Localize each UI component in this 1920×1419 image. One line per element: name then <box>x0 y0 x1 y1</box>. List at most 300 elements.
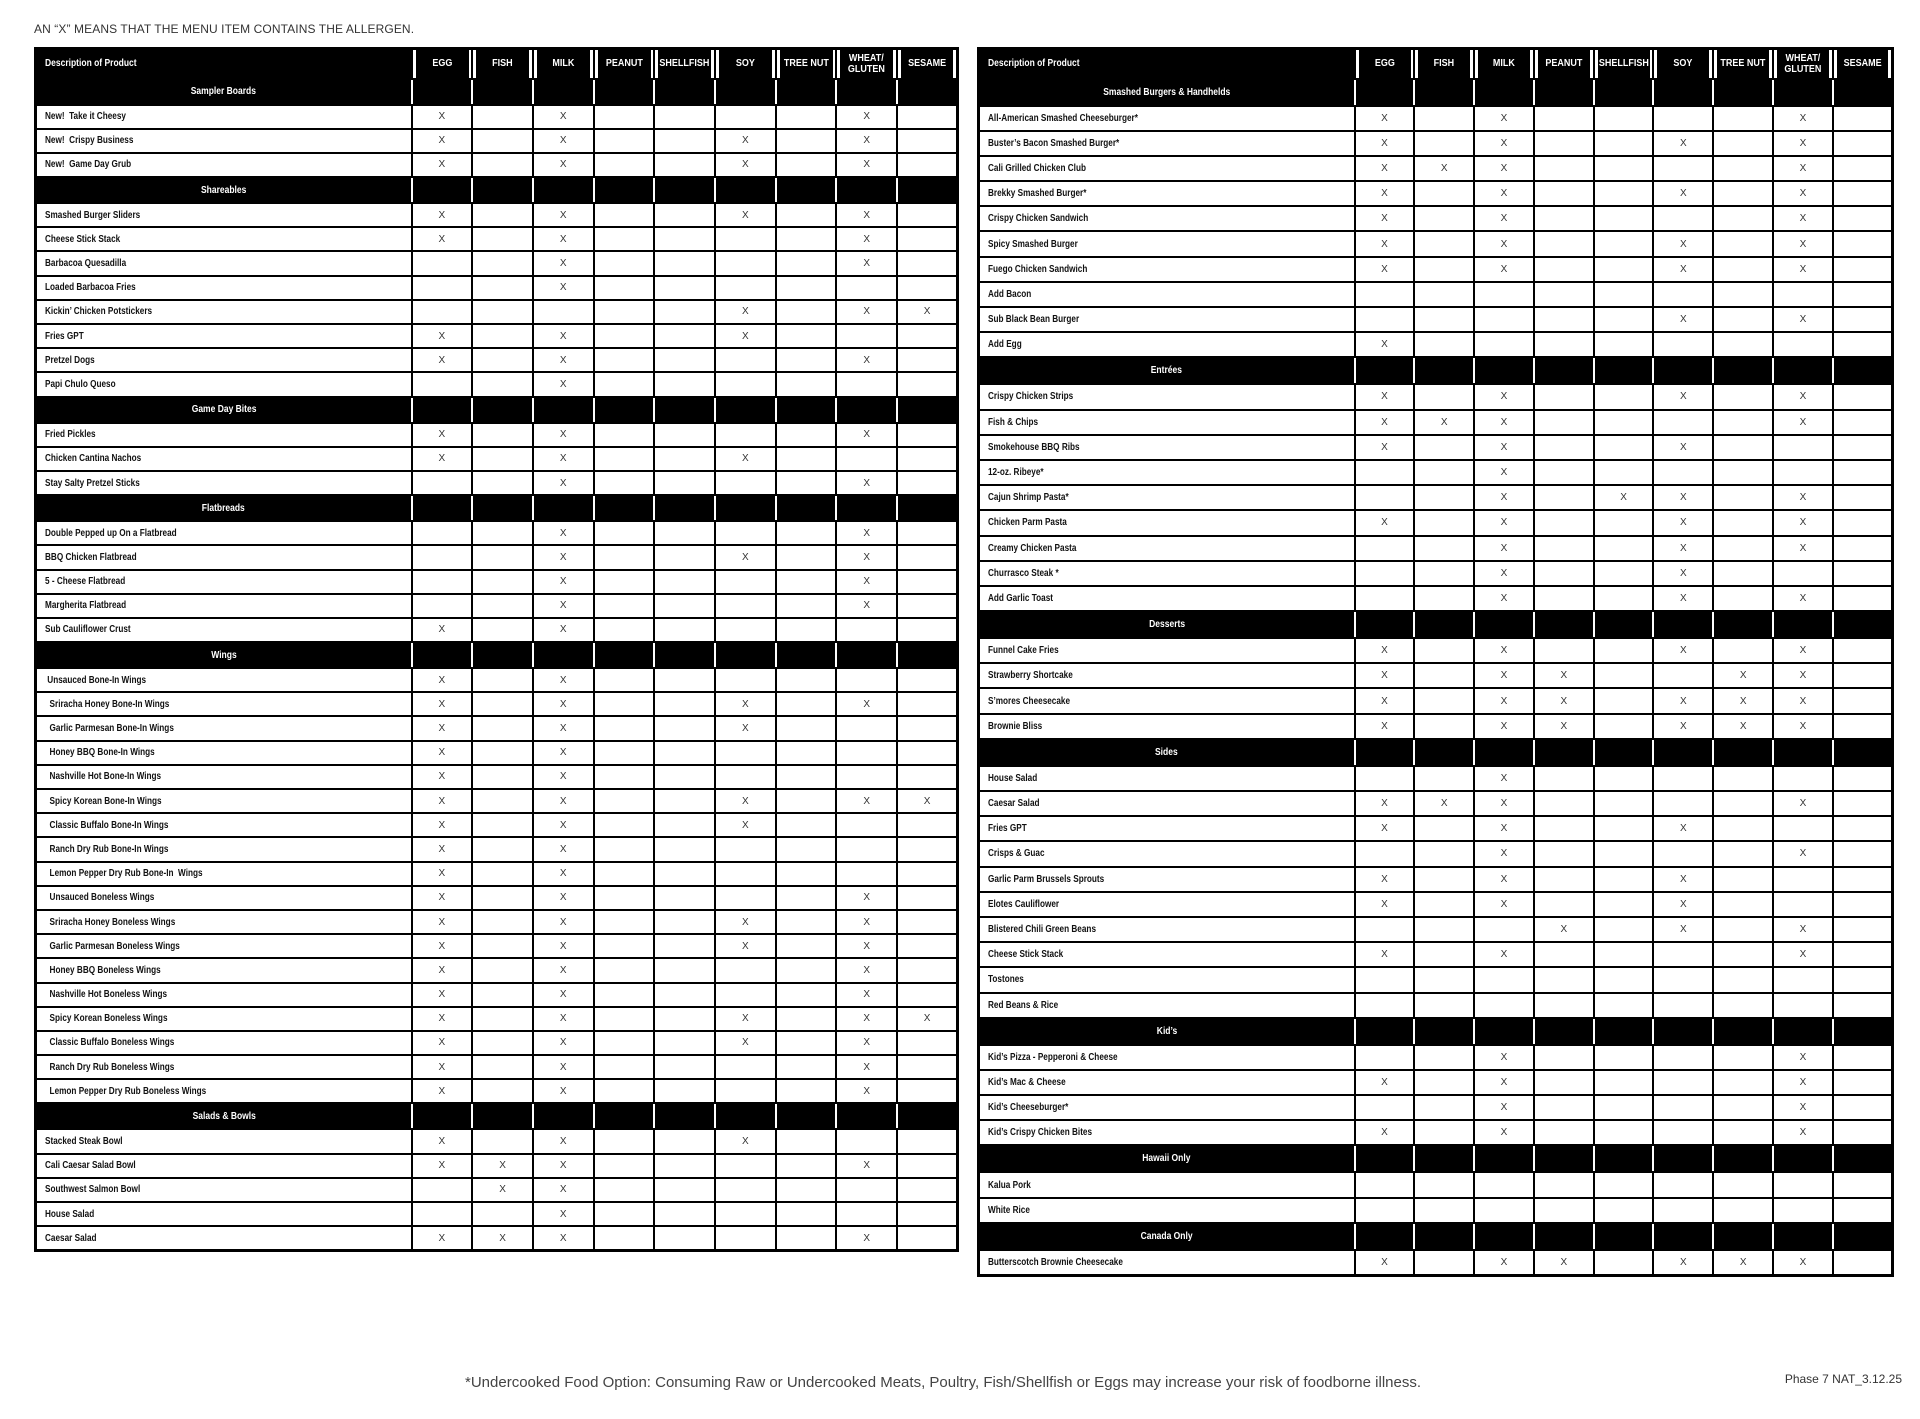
allergen-mark-cell: X <box>1653 638 1713 663</box>
allergen-mark-cell <box>1773 435 1833 460</box>
allergen-mark-cell <box>1653 791 1713 816</box>
allergen-mark-cell <box>654 251 715 275</box>
allergen-mark-cell: X <box>533 129 594 153</box>
table-row <box>36 668 958 692</box>
allergen-mark-cell <box>776 276 837 300</box>
allergen-mark-cell <box>472 765 533 789</box>
allergen-mark-cell: X <box>412 934 473 958</box>
allergen-mark-cell <box>412 521 473 545</box>
menu-item-name: Smokehouse BBQ Ribs <box>988 441 1080 453</box>
menu-item-name-cell <box>36 910 412 934</box>
allergen-mark-cell: X <box>1534 663 1594 688</box>
menu-item-name-cell <box>36 1202 412 1226</box>
table-row <box>979 1250 1893 1275</box>
allergen-mark-cell: X <box>533 765 594 789</box>
allergen-mark-cell: X <box>412 1007 473 1031</box>
allergen-mark-cell: X <box>533 618 594 642</box>
allergen-mark-cell <box>594 741 655 765</box>
menu-item-name: Garlic Parmesan Boneless Wings <box>45 940 180 952</box>
section-title-text: Kid’s <box>1156 1025 1177 1037</box>
allergen-column-header: MILK <box>1477 49 1531 79</box>
menu-item-name-cell <box>36 837 412 861</box>
table-row <box>36 300 958 324</box>
allergen-mark-cell <box>594 153 655 177</box>
allergen-mark-cell <box>472 129 533 153</box>
allergen-mark-cell <box>1653 156 1713 181</box>
menu-item-name-cell <box>36 570 412 594</box>
allergen-mark-cell: X <box>1474 1120 1534 1145</box>
allergen-mark-cell: X <box>412 153 473 177</box>
allergen-mark-cell <box>776 741 837 765</box>
section-filler-cell <box>776 495 837 521</box>
allergen-mark-cell <box>1833 1095 1893 1120</box>
table-row <box>36 570 958 594</box>
allergen-mark-cell <box>654 741 715 765</box>
section-filler-cell <box>1833 739 1893 766</box>
allergen-mark-cell: X <box>412 1031 473 1055</box>
allergen-mark-cell <box>1594 688 1654 713</box>
section-filler-cell <box>533 1103 594 1129</box>
allergen-mark-cell <box>1414 1045 1474 1070</box>
allergen-mark-cell <box>1355 485 1415 510</box>
allergen-mark-cell <box>1534 181 1594 206</box>
allergen-mark-cell <box>1534 561 1594 586</box>
allergen-mark-cell <box>472 813 533 837</box>
menu-item-name-cell <box>36 692 412 716</box>
allergen-mark-cell <box>1534 841 1594 866</box>
section-header-row <box>979 357 1893 384</box>
allergen-mark-cell <box>1355 967 1415 992</box>
menu-item-name-cell <box>979 1250 1355 1275</box>
allergen-mark-cell <box>1713 307 1773 332</box>
allergen-mark-cell <box>472 545 533 569</box>
table-row <box>979 206 1893 231</box>
allergen-mark-cell <box>1594 967 1654 992</box>
section-filler-cell <box>472 642 533 668</box>
allergen-mark-cell <box>472 372 533 396</box>
allergen-mark-cell: X <box>1355 181 1415 206</box>
menu-item-name: Papi Chulo Queso <box>45 378 116 390</box>
menu-item-name: Stay Salty Pretzel Sticks <box>45 477 140 489</box>
section-filler-cell <box>836 1103 897 1129</box>
allergen-mark-cell: X <box>412 668 473 692</box>
table-row <box>979 892 1893 917</box>
menu-item-name: Crispy Chicken Sandwich <box>988 213 1089 225</box>
allergen-mark-cell <box>776 789 837 813</box>
allergen-mark-cell <box>776 618 837 642</box>
section-filler-cell <box>1773 357 1833 384</box>
section-filler-cell <box>654 397 715 423</box>
allergen-mark-cell: X <box>533 570 594 594</box>
section-filler-cell <box>594 1103 655 1129</box>
allergen-mark-cell <box>1414 1198 1474 1223</box>
section-filler-cell <box>533 495 594 521</box>
allergen-mark-cell: X <box>715 300 776 324</box>
allergen-mark-cell: X <box>715 1129 776 1153</box>
table-row <box>36 276 958 300</box>
menu-item-name-cell <box>979 561 1355 586</box>
allergen-mark-cell <box>1713 106 1773 131</box>
allergen-mark-cell <box>1773 867 1833 892</box>
menu-item-name: Spicy Korean Bone-In Wings <box>45 795 162 807</box>
allergen-mark-cell: X <box>715 324 776 348</box>
allergen-mark-cell <box>1594 257 1654 282</box>
section-filler-cell <box>715 79 776 105</box>
allergen-mark-cell <box>472 276 533 300</box>
allergen-mark-cell <box>472 1007 533 1031</box>
allergen-mark-cell <box>1594 231 1654 256</box>
allergen-mark-cell <box>1414 1250 1474 1275</box>
allergen-mark-cell <box>715 1055 776 1079</box>
allergen-mark-cell <box>776 129 837 153</box>
allergen-mark-cell: X <box>1355 867 1415 892</box>
allergen-mark-cell: X <box>836 1154 897 1178</box>
allergen-mark-cell: X <box>715 934 776 958</box>
allergen-mark-cell <box>1534 206 1594 231</box>
allergen-mark-cell <box>1594 561 1654 586</box>
allergen-mark-cell <box>594 862 655 886</box>
allergen-mark-cell <box>472 692 533 716</box>
allergen-mark-cell <box>1355 766 1415 791</box>
menu-item-name-cell <box>979 586 1355 611</box>
table-row <box>36 789 958 813</box>
allergen-column-header: SESAME <box>1836 49 1890 79</box>
section-filler-cell <box>1474 739 1534 766</box>
allergen-mark-cell: X <box>836 423 897 447</box>
allergen-column-header: TREE NUT <box>1716 49 1770 79</box>
menu-item-name: Lemon Pepper Dry Rub Boneless Wings <box>45 1085 207 1097</box>
allergen-mark-cell <box>412 545 473 569</box>
allergen-mark-cell <box>1653 332 1713 357</box>
allergen-mark-cell <box>897 227 958 251</box>
menu-item-name-cell <box>979 791 1355 816</box>
allergen-mark-cell <box>715 1178 776 1202</box>
allergen-mark-cell <box>715 251 776 275</box>
allergen-mark-cell <box>897 203 958 227</box>
allergen-mark-cell <box>1355 1045 1415 1070</box>
section-title <box>979 357 1355 384</box>
allergen-mark-cell: X <box>533 1154 594 1178</box>
section-filler-cell <box>897 495 958 521</box>
allergen-mark-cell <box>1414 384 1474 409</box>
allergen-mark-cell: X <box>715 813 776 837</box>
allergen-mark-cell: X <box>836 203 897 227</box>
allergen-mark-cell <box>594 300 655 324</box>
section-filler-cell <box>1773 1018 1833 1045</box>
section-filler-cell <box>1653 1223 1713 1250</box>
allergen-mark-cell <box>715 423 776 447</box>
allergen-mark-cell <box>594 765 655 789</box>
allergen-mark-cell: X <box>533 1031 594 1055</box>
allergen-mark-cell: X <box>1355 942 1415 967</box>
allergen-mark-cell: X <box>836 471 897 495</box>
allergen-mark-cell <box>1534 257 1594 282</box>
section-filler-cell <box>776 1103 837 1129</box>
section-filler-cell <box>1414 611 1474 638</box>
allergen-mark-cell: X <box>1355 663 1415 688</box>
menu-item-name: White Rice <box>988 1204 1030 1216</box>
allergen-mark-cell <box>1474 282 1534 307</box>
allergen-mark-cell <box>594 1031 655 1055</box>
allergen-mark-cell <box>1594 510 1654 535</box>
allergen-mark-cell <box>897 1202 958 1226</box>
allergen-mark-cell: X <box>412 958 473 982</box>
allergen-mark-cell <box>1833 156 1893 181</box>
allergen-mark-cell: X <box>715 692 776 716</box>
allergen-mark-cell: X <box>533 741 594 765</box>
menu-item-name: 12-oz. Ribeye* <box>988 467 1044 479</box>
allergen-mark-cell <box>1713 993 1773 1018</box>
allergen-mark-cell: X <box>1653 867 1713 892</box>
menu-item-name: Fries GPT <box>988 823 1027 835</box>
allergen-mark-cell <box>1594 867 1654 892</box>
allergen-mark-cell <box>1474 917 1534 942</box>
section-filler-cell <box>715 177 776 203</box>
allergen-mark-cell: X <box>412 618 473 642</box>
allergen-mark-cell <box>776 983 837 1007</box>
table-row <box>36 153 958 177</box>
allergen-mark-cell: X <box>1773 206 1833 231</box>
allergen-mark-cell <box>1653 460 1713 485</box>
allergen-mark-cell: X <box>1355 688 1415 713</box>
allergen-mark-cell <box>654 837 715 861</box>
allergen-mark-cell: X <box>533 958 594 982</box>
menu-item-name: Butterscotch Brownie Cheesecake <box>988 1256 1123 1268</box>
table-row <box>979 231 1893 256</box>
allergen-mark-cell <box>594 789 655 813</box>
allergen-mark-cell <box>1534 332 1594 357</box>
menu-item-name-cell <box>36 1079 412 1103</box>
allergen-mark-cell <box>1534 867 1594 892</box>
allergen-mark-cell: X <box>1653 384 1713 409</box>
allergen-mark-cell: X <box>1773 106 1833 131</box>
allergen-mark-cell <box>1713 1045 1773 1070</box>
allergen-mark-cell: X <box>412 1226 473 1250</box>
allergen-mark-cell <box>1414 967 1474 992</box>
allergen-mark-cell <box>1653 1172 1713 1197</box>
allergen-mark-cell: X <box>836 348 897 372</box>
menu-item-name: New! Crispy Business <box>45 135 134 147</box>
allergen-mark-cell <box>654 300 715 324</box>
allergen-mark-cell <box>1713 282 1773 307</box>
section-title <box>36 495 412 521</box>
allergen-mark-cell <box>472 251 533 275</box>
allergen-mark-cell <box>1594 791 1654 816</box>
table-header-row <box>979 49 1893 79</box>
section-filler-cell <box>533 642 594 668</box>
allergen-mark-cell: X <box>715 545 776 569</box>
section-header-row <box>979 1223 1893 1250</box>
allergen-mark-cell: X <box>1355 1120 1415 1145</box>
allergen-mark-cell: X <box>533 521 594 545</box>
allergen-mark-cell: X <box>1355 1070 1415 1095</box>
allergen-mark-cell <box>1414 131 1474 156</box>
allergen-mark-cell <box>1833 282 1893 307</box>
section-filler-cell <box>412 397 473 423</box>
allergen-mark-cell <box>776 1154 837 1178</box>
allergen-mark-cell <box>1594 892 1654 917</box>
menu-item-name-cell <box>979 892 1355 917</box>
section-header-row <box>979 1018 1893 1045</box>
allergen-mark-cell: X <box>836 1031 897 1055</box>
allergen-mark-cell <box>1833 1045 1893 1070</box>
section-filler-cell <box>715 642 776 668</box>
allergen-mark-cell: X <box>1355 206 1415 231</box>
menu-item-name-cell <box>36 372 412 396</box>
allergen-mark-cell <box>1713 384 1773 409</box>
allergen-mark-cell: X <box>715 203 776 227</box>
menu-item-name: BBQ Chicken Flatbread <box>45 551 137 563</box>
section-filler-cell <box>1414 1145 1474 1172</box>
allergen-column-header: MILK <box>536 49 591 79</box>
allergen-mark-cell <box>1474 1198 1534 1223</box>
allergen-mark-cell <box>472 668 533 692</box>
menu-item-name-cell <box>36 983 412 1007</box>
allergen-mark-cell <box>472 521 533 545</box>
allergen-mark-cell <box>472 1055 533 1079</box>
allergen-column-header: SOY <box>718 49 773 79</box>
allergen-mark-cell <box>654 372 715 396</box>
section-title <box>979 739 1355 766</box>
allergen-mark-cell <box>654 545 715 569</box>
allergen-mark-cell <box>836 716 897 740</box>
allergen-mark-cell <box>1773 332 1833 357</box>
section-filler-cell <box>1594 611 1654 638</box>
allergen-mark-cell: X <box>1474 536 1534 561</box>
allergen-mark-cell <box>654 886 715 910</box>
allergen-mark-cell <box>1653 766 1713 791</box>
allergen-mark-cell: X <box>533 934 594 958</box>
allergen-mark-cell <box>1534 384 1594 409</box>
menu-item-name-cell <box>36 765 412 789</box>
allergen-mark-cell <box>1713 766 1773 791</box>
allergen-mark-cell <box>1713 510 1773 535</box>
allergen-mark-cell: X <box>1474 1045 1534 1070</box>
allergen-mark-cell: X <box>412 692 473 716</box>
allergen-mark-cell <box>1534 536 1594 561</box>
section-filler-cell <box>1713 1018 1773 1045</box>
allergen-mark-cell <box>1594 766 1654 791</box>
undercooked-footnote: *Undercooked Food Option: Consuming Raw or Undercooked Meats, Poultry, Fish/Shellfish or Eggs may increase your risk of foodborne illness. <box>465 1374 1422 1391</box>
menu-item-name-cell <box>979 257 1355 282</box>
allergen-mark-cell: X <box>1355 106 1415 131</box>
allergen-mark-cell: X <box>1773 1095 1833 1120</box>
allergen-mark-cell <box>1414 561 1474 586</box>
table-row <box>36 348 958 372</box>
allergen-mark-cell <box>836 862 897 886</box>
menu-item-name: Southwest Salmon Bowl <box>45 1184 141 1196</box>
menu-item-name: Honey BBQ Boneless Wings <box>45 964 161 976</box>
allergen-mark-cell <box>897 372 958 396</box>
allergen-mark-cell: X <box>1773 510 1833 535</box>
allergen-mark-cell <box>1355 1198 1415 1223</box>
allergen-mark-cell: X <box>836 692 897 716</box>
section-filler-cell <box>1594 1145 1654 1172</box>
allergen-mark-cell <box>1355 586 1415 611</box>
menu-item-name-cell <box>36 668 412 692</box>
menu-item-name-cell <box>36 862 412 886</box>
section-filler-cell <box>1833 79 1893 106</box>
allergen-mark-cell <box>836 765 897 789</box>
menu-item-name-cell <box>36 153 412 177</box>
allergen-mark-cell <box>1833 181 1893 206</box>
table-row <box>979 586 1893 611</box>
menu-item-name-cell <box>979 231 1355 256</box>
description-header-label: Description of Product <box>988 58 1080 70</box>
section-filler-cell <box>594 495 655 521</box>
allergen-mark-cell: X <box>1474 181 1534 206</box>
allergen-mark-cell <box>654 1079 715 1103</box>
allergen-mark-cell <box>594 348 655 372</box>
allergen-mark-cell <box>1833 307 1893 332</box>
allergen-mark-cell <box>1414 714 1474 739</box>
allergen-mark-cell: X <box>1653 131 1713 156</box>
allergen-mark-cell <box>1355 917 1415 942</box>
allergen-mark-cell <box>472 471 533 495</box>
allergen-mark-cell: X <box>1474 206 1534 231</box>
allergen-mark-cell: X <box>1474 714 1534 739</box>
allergen-mark-cell <box>1594 1250 1654 1275</box>
menu-item-name: New! Take it Cheesy <box>45 111 126 123</box>
allergen-mark-cell <box>594 594 655 618</box>
allergen-mark-cell <box>1414 510 1474 535</box>
allergen-mark-cell: X <box>1474 791 1534 816</box>
table-row <box>36 521 958 545</box>
menu-item-name: Elotes Cauliflower <box>988 898 1060 910</box>
allergen-mark-cell <box>654 618 715 642</box>
allergen-mark-cell <box>897 934 958 958</box>
allergen-mark-cell <box>654 471 715 495</box>
allergen-mark-cell <box>776 324 837 348</box>
menu-item-name: Red Beans & Rice <box>988 999 1059 1011</box>
section-filler-cell <box>412 642 473 668</box>
menu-item-name: Margherita Flatbread <box>45 600 127 612</box>
allergen-mark-cell: X <box>533 227 594 251</box>
allergen-mark-cell: X <box>1474 131 1534 156</box>
allergen-mark-cell <box>1594 384 1654 409</box>
allergen-mark-cell: X <box>412 447 473 471</box>
menu-item-name-cell <box>979 841 1355 866</box>
allergen-mark-cell: X <box>412 348 473 372</box>
section-title <box>36 1103 412 1129</box>
table-row <box>36 910 958 934</box>
allergen-mark-cell <box>1594 536 1654 561</box>
allergen-mark-cell <box>897 618 958 642</box>
allergen-mark-cell <box>1414 206 1474 231</box>
menu-item-name: Crispy Chicken Strips <box>988 391 1074 403</box>
allergen-mark-cell <box>715 227 776 251</box>
allergen-mark-cell <box>1594 816 1654 841</box>
allergen-mark-cell: X <box>1355 410 1415 435</box>
allergen-mark-cell <box>1414 1120 1474 1145</box>
allergen-mark-cell <box>472 348 533 372</box>
allergen-mark-cell: X <box>1653 485 1713 510</box>
allergen-mark-cell: X <box>1355 257 1415 282</box>
allergen-mark-cell <box>715 105 776 129</box>
menu-item-name-cell <box>979 282 1355 307</box>
allergen-mark-cell <box>472 300 533 324</box>
table-row <box>36 692 958 716</box>
allergen-mark-cell <box>1713 1070 1773 1095</box>
allergen-mark-cell <box>897 910 958 934</box>
allergen-mark-cell: X <box>836 958 897 982</box>
allergen-mark-cell <box>776 251 837 275</box>
allergen-mark-cell <box>715 837 776 861</box>
allergen-mark-cell: X <box>1474 410 1534 435</box>
table-row <box>979 1095 1893 1120</box>
allergen-mark-cell <box>412 570 473 594</box>
allergen-mark-cell <box>412 1178 473 1202</box>
